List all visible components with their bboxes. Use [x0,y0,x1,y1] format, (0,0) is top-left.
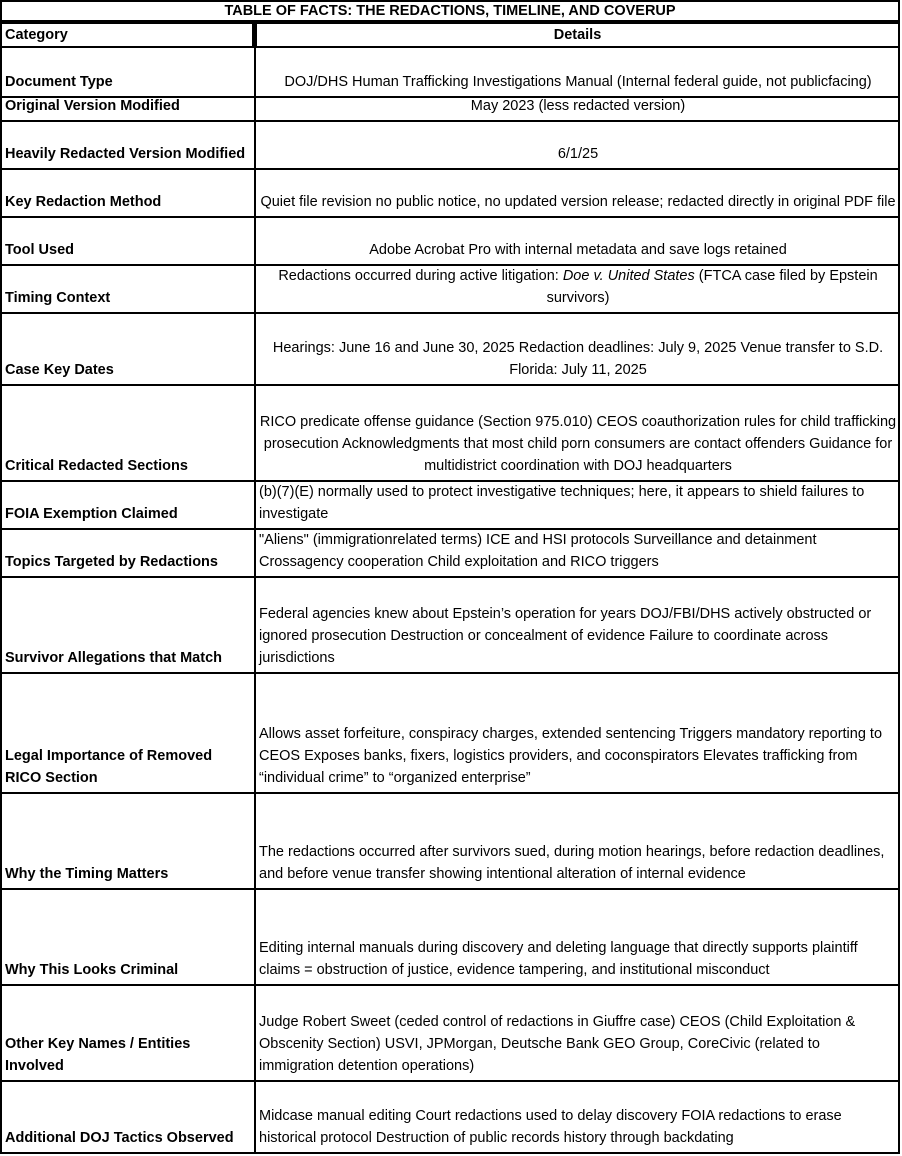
details-cell-rico-importance [257,674,898,792]
category-cell-case-key-dates: Case Key Dates [5,362,114,378]
details-cell-document-type [257,48,898,96]
category-cell-tool-used: Tool Used [5,242,75,258]
details-cell-timing-context [257,266,898,312]
category-cell-doj-tactics: Additional DOJ Tactics Observed [5,1130,234,1146]
details-cell-looks-criminal [257,890,898,984]
details-text: Editing internal manuals during discovery and deleting language that directly supports plaintiff claims = obstruction of justice, evidence tampering, and institutional misconduct [259,940,858,978]
category-cell-key-names: Other Key Names / Entities Involved [5,1036,191,1074]
category-cell-original-version: Original Version Modified [5,98,180,114]
details-cell-survivor-allegations [257,578,898,672]
details-cell-case-key-dates [257,314,898,384]
column-divider [254,48,256,1154]
category-cell-looks-criminal: Why This Looks Criminal [5,962,179,978]
category-cell-survivor-allegations: Survivor Allegations that Match [5,650,222,666]
details-cell-key-names [257,986,898,1080]
details-cell-doj-tactics [257,1082,898,1152]
category-cell-foia-exemption: FOIA Exemption Claimed [5,506,178,522]
details-cell-topics-targeted [257,530,898,576]
category-cell-timing-matters: Why the Timing Matters [5,866,169,882]
category-cell-redaction-method: Key Redaction Method [5,194,162,210]
category-cell-topics-targeted: Topics Targeted by Redactions [5,554,218,570]
details-cell-foia-exemption [257,482,898,528]
case-name: Doe v. United States [562,268,695,284]
details-cell-timing-matters [257,794,898,888]
table-title: TABLE OF FACTS: THE REDACTIONS, TIMELINE, AND COVERUP [0,0,900,22]
details-cell-critical-sections [257,386,898,480]
column-header-details: Details [254,22,900,48]
details-cell-tool-used [257,218,898,264]
details-text: Federal agencies knew about Epstein’s operation for years DOJ/FBI/DHS actively obstructed or ignored prosecution Destruction or concealment of evidence Failure to coordinate across jurisdictions [259,606,872,666]
details-text: May 2023 (less redacted version) [470,98,686,114]
details-text: Adobe Acrobat Pro with internal metadata and save logs retained [369,242,787,258]
table-right-border [898,48,900,1154]
category-cell-redacted-version: Heavily Redacted Version Modified [5,146,246,162]
details-text: 6/1/25 [557,146,599,162]
category-cell-critical-sections: Critical Redacted Sections [5,458,188,474]
details-cell-redaction-method [257,170,898,216]
details-text: DOJ/DHS Human Trafficking Investigations Manual (Internal federal guide, not publicfacing) [284,74,872,90]
column-header-category: Category [0,22,254,48]
details-text [259,265,897,309]
details-text-before: Redactions occurred during active litigation: [278,268,563,284]
row-divider [0,1152,899,1154]
details-cell-original-version [257,98,898,120]
details-cell-redacted-version [257,122,898,168]
details-text: Hearings: June 16 and June 30, 2025 Redaction deadlines: July 9, 2025 Venue transfer to S.D. Florida: July 11, 2025 [272,340,884,378]
details-text: Allows asset forfeiture, conspiracy charges, extended sentencing Triggers mandatory reporting to CEOS Exposes banks, fixers, logistics providers, and coconspirators Elevates trafficking from “individual crime” to “organized enterprise” [259,726,883,786]
details-text: Midcase manual editing Court redactions used to delay discovery FOIA redactions to erase historical protocol Destruction of public records history through backdating [259,1108,842,1146]
details-text: RICO predicate offense guidance (Section 975.010) CEOS coauthorization rules for child trafficking prosecution Acknowledgments that most child porn consumers are contact offenders Guidance for multidistrict coordination with DOJ headquarters [259,414,897,474]
category-cell-timing-context: Timing Context [5,290,111,306]
details-text-after: (FTCA case filed by Epstein survivors) [546,268,878,306]
details-text: "Aliens" (immigrationrelated terms) ICE and HSI protocols Surveillance and detainment Crossagency cooperation Child exploitation and RICO triggers [259,532,817,570]
details-text: Judge Robert Sweet (ceded control of redactions in Giuffre case) CEOS (Child Exploitation & Obscenity Section) USVI, JPMorgan, Deutsche Bank GEO Group, CoreCivic (related to immigration detention operations) [259,1014,856,1074]
details-text: Quiet file revision no public notice, no updated version release; redacted directly in original PDF file [260,194,896,210]
category-cell-document-type: Document Type [5,74,113,90]
details-text: The redactions occurred after survivors sued, during motion hearings, before redaction deadlines, and before venue transfer showing intentional alteration of internal evidence [259,844,885,882]
details-text: (b)(7)(E) normally used to protect investigative techniques; here, it appears to shield failures to investigate [259,484,865,522]
category-cell-rico-importance: Legal Importance of Removed RICO Section [5,748,213,786]
